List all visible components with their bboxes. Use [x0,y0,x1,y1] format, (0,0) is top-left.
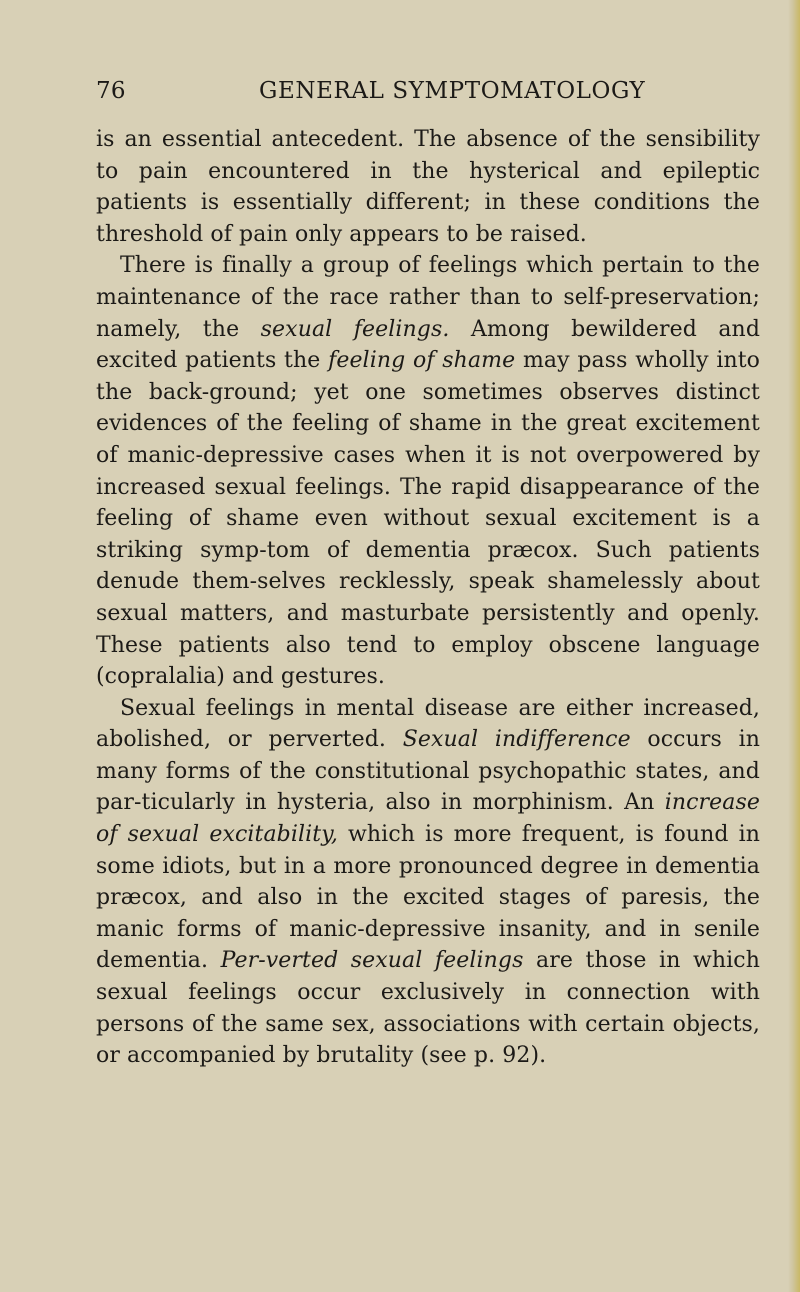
running-head [96,76,756,106]
paragraph-3-text-1: Sexual feelings in mental disease are either increased, abolished, or perverted. [96,695,760,753]
paragraph-3-italic-1: Sexual indifference [402,727,631,753]
paragraph-2-text-1: There is finally a group of feelings which pertain to the maintenance of the race rather than to self-preservation; namely, the [96,253,760,342]
paragraph-2-text-2: Among bewildered and excited patients the [96,316,761,374]
paragraph-2-text-3: may pass wholly into the back-ground; yet one sometimes observes distinct evidences of the feeling of shame in the great excitement of manic-depressive cases when it is not overpowered by increased sexual feelings. The rapid disappearance of the feeling of shame even without sexual excitement is a striking symp-tom of dementia præcox. Such patients denude them-selves recklessly, speak shamelessly about sexual matters, and masturbate persistently and openly. These patients also tend to employ obscene language (copralalia) and gestures. [96,348,761,690]
paragraph-2-italic-1: sexual feelings. [260,316,450,342]
paragraph-2 [96,250,760,692]
paragraph-3 [96,693,760,1072]
paragraph-3-text-2: occurs in many forms of the constitutional psychopathic states, and par-ticularly in hysteria, also in morphinism. An [96,727,760,816]
paragraph-1 [96,124,760,250]
paragraph-3-text-4: are those in which sexual feelings occur exclusively in connection with persons of the same sex, associations with certain objects, or accompanied by brutality (see p. 92). [96,948,760,1069]
page-number: 76 [96,78,126,104]
running-title: GENERAL SYMPTOMATOLOGY [259,78,646,104]
paragraph-1-text: is an essential antecedent. The absence of the sensibility to pain encountered in the hysterical and epileptic patients is essentially different; in these conditions the threshold of pain only appears to be raised. [96,127,760,247]
paragraph-3-text-3: which is more frequent, is found in some idiots, but in a more pronounced degree in dementia præcox, and also in the excited stages of paresis, the manic forms of manic-depressive insanity, and in senile dementia. [96,822,760,974]
paragraph-3-italic-2: increase of sexual excitability, [96,790,760,848]
page-edge [788,0,800,1292]
paragraph-3-italic-3: Per-verted sexual feelings [220,948,524,974]
paragraph-2-italic-2: feeling of shame [328,348,516,374]
body-text [96,124,760,1072]
